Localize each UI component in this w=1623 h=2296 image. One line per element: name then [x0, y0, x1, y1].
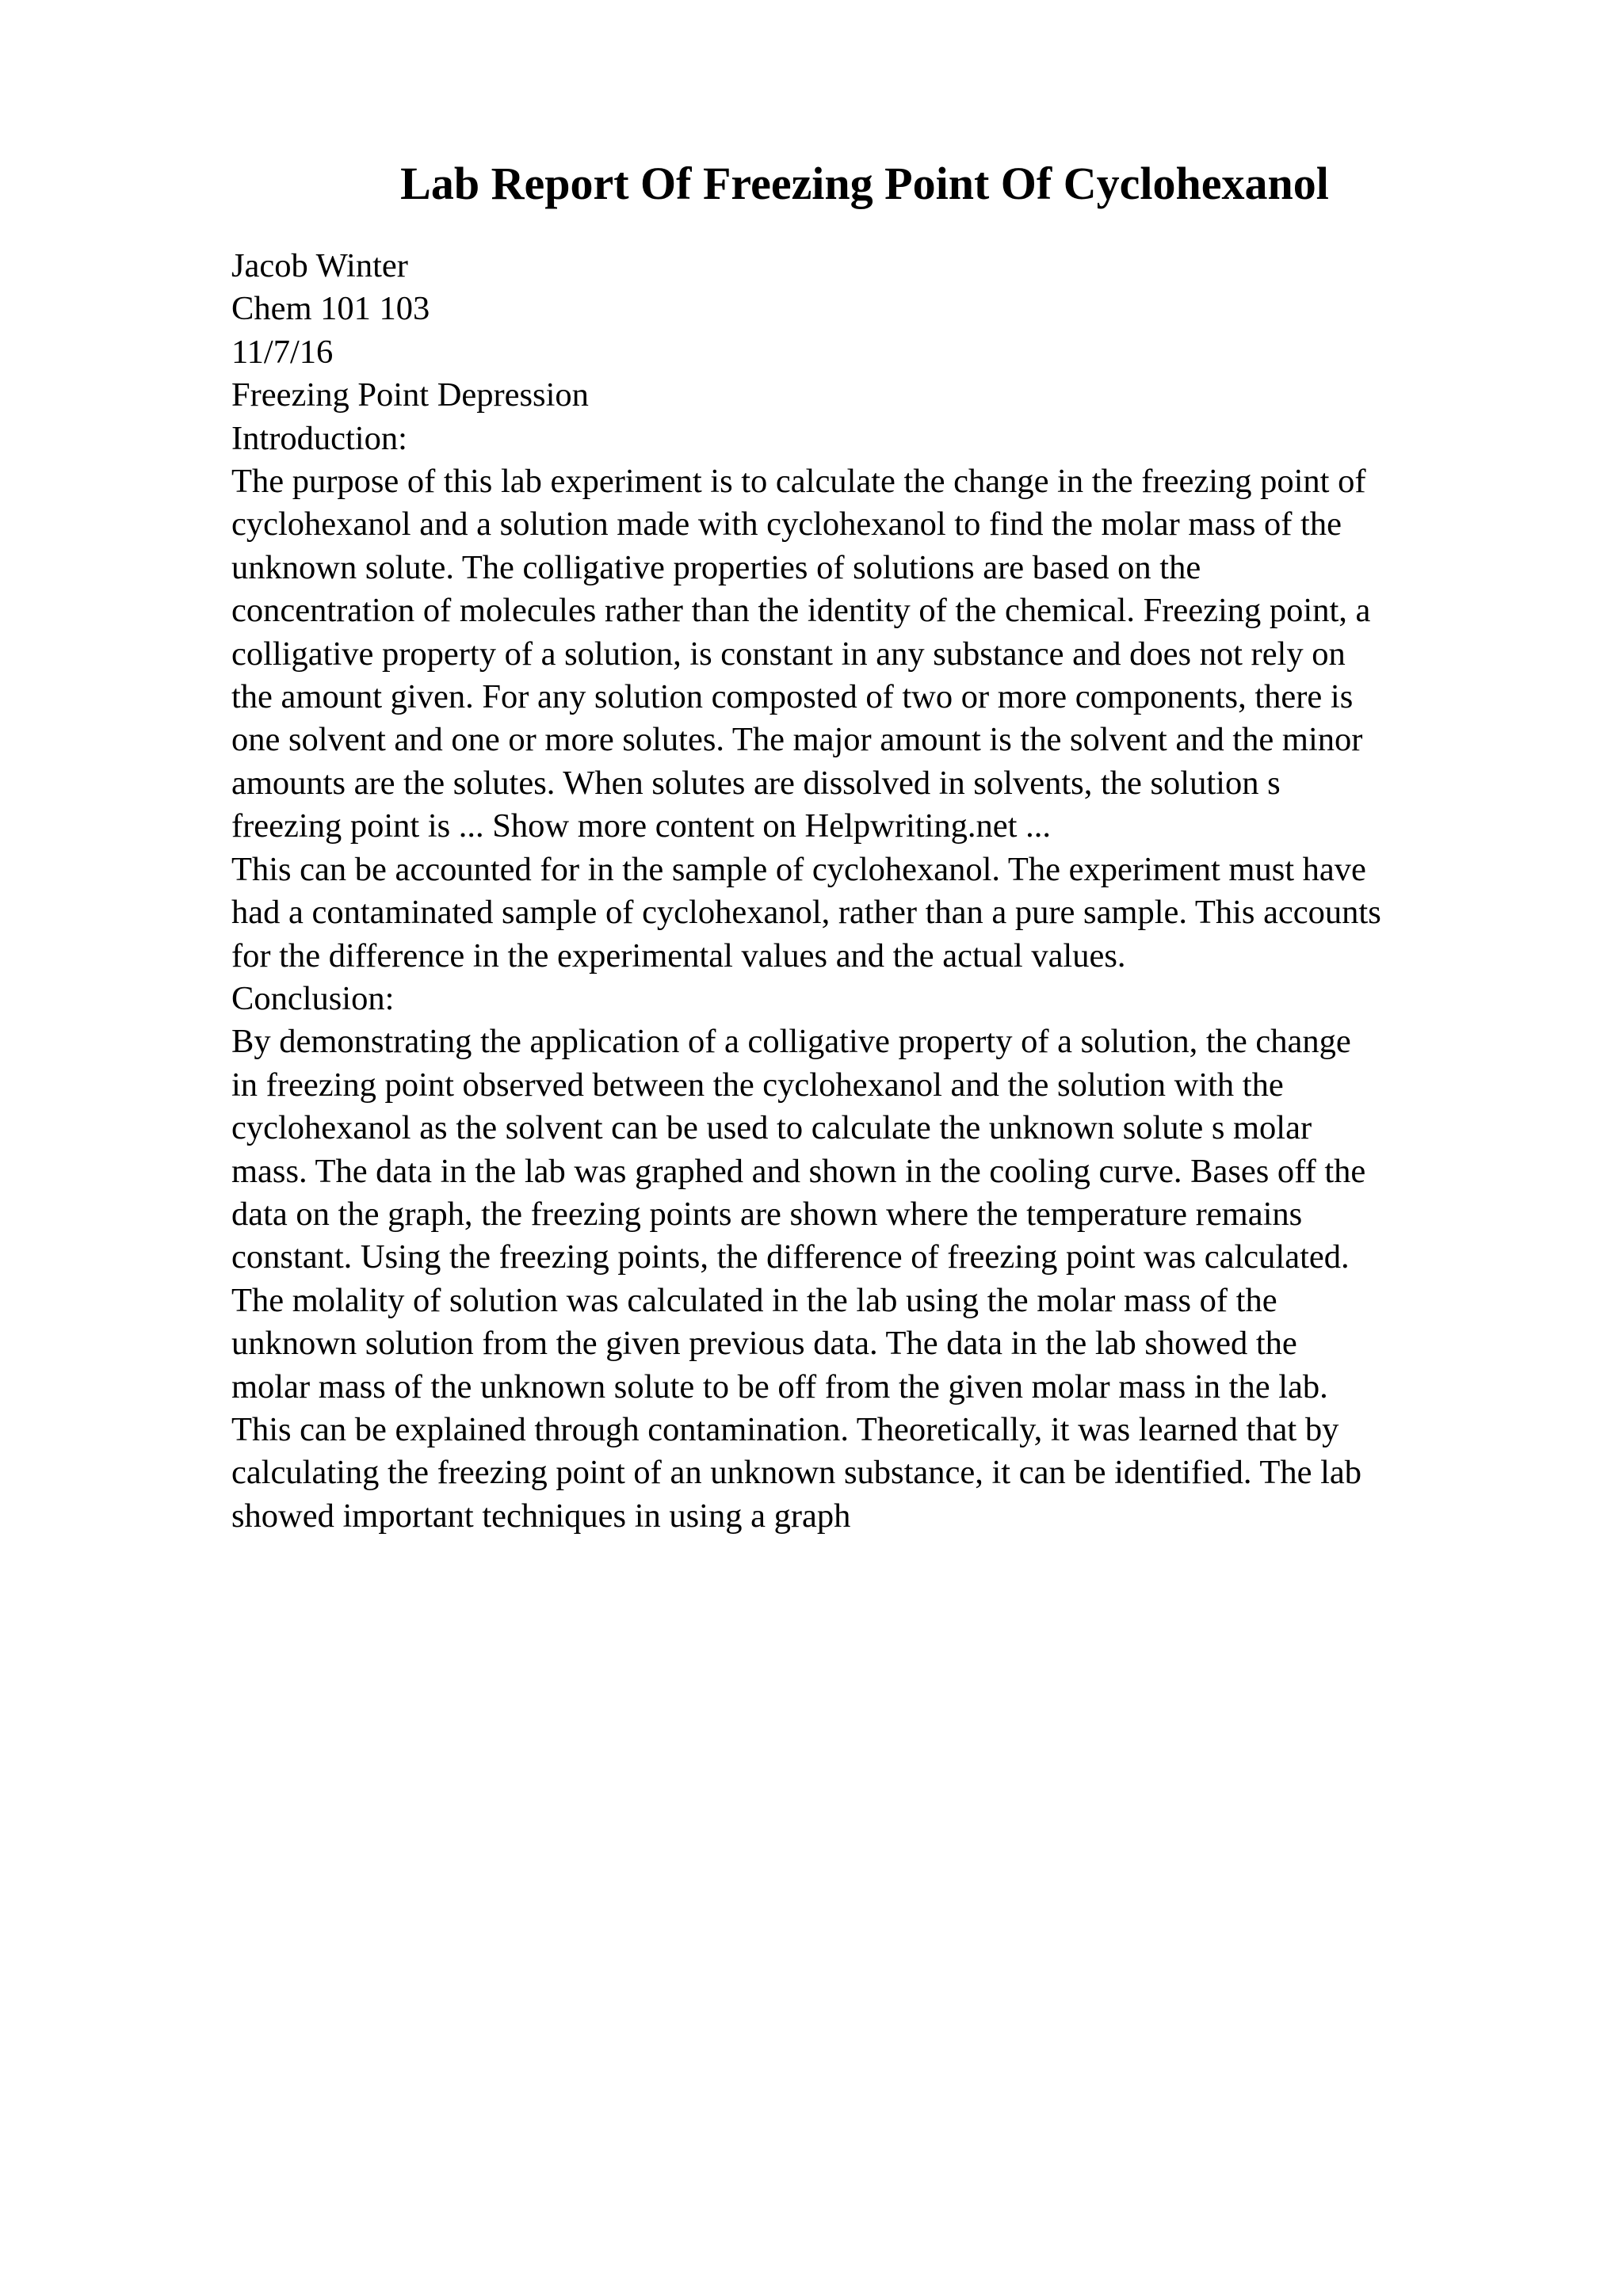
text-line: molar mass of the unknown solute to be off from the given molar mass in the lab. [231, 1367, 1328, 1405]
text-line: had a contaminated sample of cyclohexanol, rather than a pure sample. This accounts [231, 894, 1381, 932]
text-line: one solvent and one or more solutes. The major amount is the solvent and the minor [231, 721, 1363, 759]
text-line: the amount given. For any solution composted of two or more components, there is [231, 678, 1354, 716]
text-line: colligative property of a solution, is constant in any substance and does not rely on [231, 635, 1346, 673]
text-line: Introduction: [231, 419, 407, 457]
text-line: This can be accounted for in the sample of cyclohexanol. The experiment must have [231, 850, 1366, 888]
text-line: This can be explained through contamination. Theoretically, it was learned that by [231, 1410, 1339, 1448]
text-line: The purpose of this lab experiment is to calculate the change in the freezing point of [231, 463, 1366, 501]
text-line: By demonstrating the application of a colligative property of a solution, the change [231, 1023, 1351, 1061]
page-title: Lab Report Of Freezing Point Of Cyclohexanol [400, 158, 1329, 209]
text-line: cyclohexanol and a solution made with cyclohexanol to find the molar mass of the [231, 505, 1342, 543]
text-line: Conclusion: [231, 979, 395, 1017]
text-line: unknown solution from the given previous data. The data in the lab showed the [231, 1325, 1297, 1363]
text-line: 11/7/16 [231, 333, 334, 371]
text-line: The molality of solution was calculated in the lab using the molar mass of the [231, 1281, 1277, 1319]
text-line: Chem 101 103 [231, 290, 430, 328]
text-line: calculating the freezing point of an unknown substance, it can be identified. The lab [231, 1454, 1362, 1492]
text-line: cyclohexanol as the solvent can be used to calculate the unknown solute s molar [231, 1109, 1312, 1147]
text-line: amounts are the solutes. When solutes are dissolved in solvents, the solution s [231, 764, 1281, 802]
text-line: concentration of molecules rather than the identity of the chemical. Freezing point, a [231, 592, 1371, 630]
text-line: showed important techniques in using a graph [231, 1497, 851, 1535]
text-line: for the difference in the experimental values and the actual values. [231, 936, 1126, 974]
document-body [231, 245, 1507, 1538]
text-line: unknown solute. The colligative properties of solutions are based on the [231, 548, 1201, 586]
text-line: in freezing point observed between the cyclohexanol and the solution with the [231, 1066, 1284, 1104]
text-line: freezing point is ... Show more content on Helpwriting.net ... [231, 807, 1051, 845]
text-line: mass. The data in the lab was graphed and shown in the cooling curve. Bases off the [231, 1152, 1366, 1190]
text-line: constant. Using the freezing points, the difference of freezing point was calculated. [231, 1238, 1350, 1276]
text-line: data on the graph, the freezing points are shown where the temperature remains [231, 1195, 1303, 1233]
text-line: Jacob Winter [231, 247, 408, 284]
text-line: Freezing Point Depression [231, 376, 589, 414]
